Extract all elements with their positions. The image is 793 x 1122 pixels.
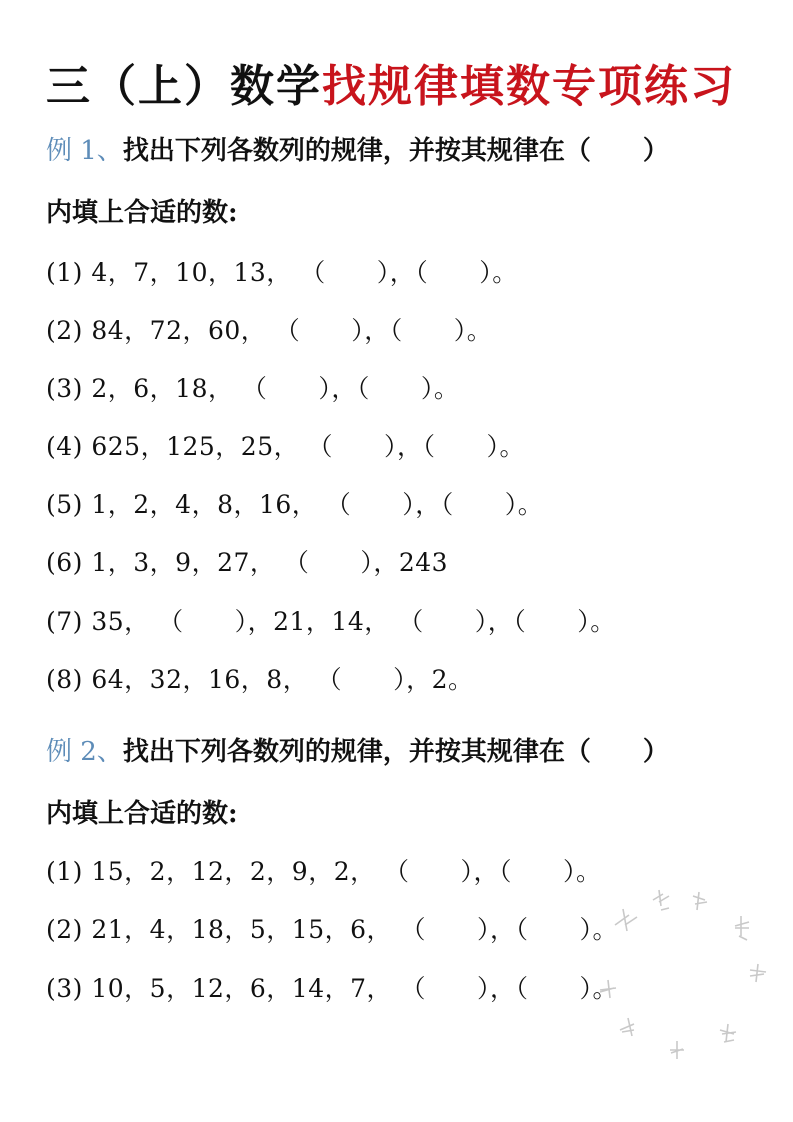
title-red-part: 找规律填数专项练习 [322, 61, 736, 112]
problem-2-2: (2) 21，4，18，5，15，6， （ ），（ ）。 [46, 915, 618, 944]
problem-1-3: (3) 2，6，18， （ ），（ ）。 [46, 374, 460, 403]
problem-1-4: (4) 625，125，25， （ ），（ ）。 [46, 432, 526, 461]
example-1-heading [46, 130, 669, 167]
example-1-instruction: 找出下列各数列的规律，并按其规律在（ ） [122, 136, 669, 166]
example-2-heading [46, 731, 669, 768]
example-1-instruction-cont [46, 192, 238, 229]
example-2-instruction-cont [46, 793, 238, 830]
watermark-seal-icon [575, 870, 785, 1080]
example-1-instruction-line2: 内填上合适的数: [46, 198, 238, 228]
problem-1-1: (1) 4，7，10，13， （ ），（ ）。 [46, 258, 518, 287]
title-black-part: 三（上）数学 [46, 61, 322, 112]
problem-1-2: (2) 84，72，60， （ ），（ ）。 [46, 316, 493, 345]
problem-1-5: (5) 1，2，4，8，16， （ ），（ ）。 [46, 490, 544, 519]
problem-2-1: (1) 15，2，12，2，9，2， （ ），（ ）。 [46, 857, 602, 886]
page-title [46, 50, 736, 114]
problem-1-6: (6) 1，3，9，27， （ ），243 [46, 548, 449, 577]
problem-1-7: (7) 35， （ ），21，14， （ ），（ ）。 [46, 607, 616, 636]
example-2-label: 例 2、 [46, 737, 123, 767]
problem-1-8: (8) 64，32，16，8， （ ），2。 [46, 665, 474, 694]
example-2-instruction: 找出下列各数列的规律，并按其规律在（ ） [122, 737, 669, 767]
example-1-label: 例 1、 [46, 136, 123, 166]
example-2-instruction-line2: 内填上合适的数: [46, 799, 238, 829]
problem-2-3: (3) 10，5，12，6，14，7， （ ），（ ）。 [46, 974, 618, 1003]
